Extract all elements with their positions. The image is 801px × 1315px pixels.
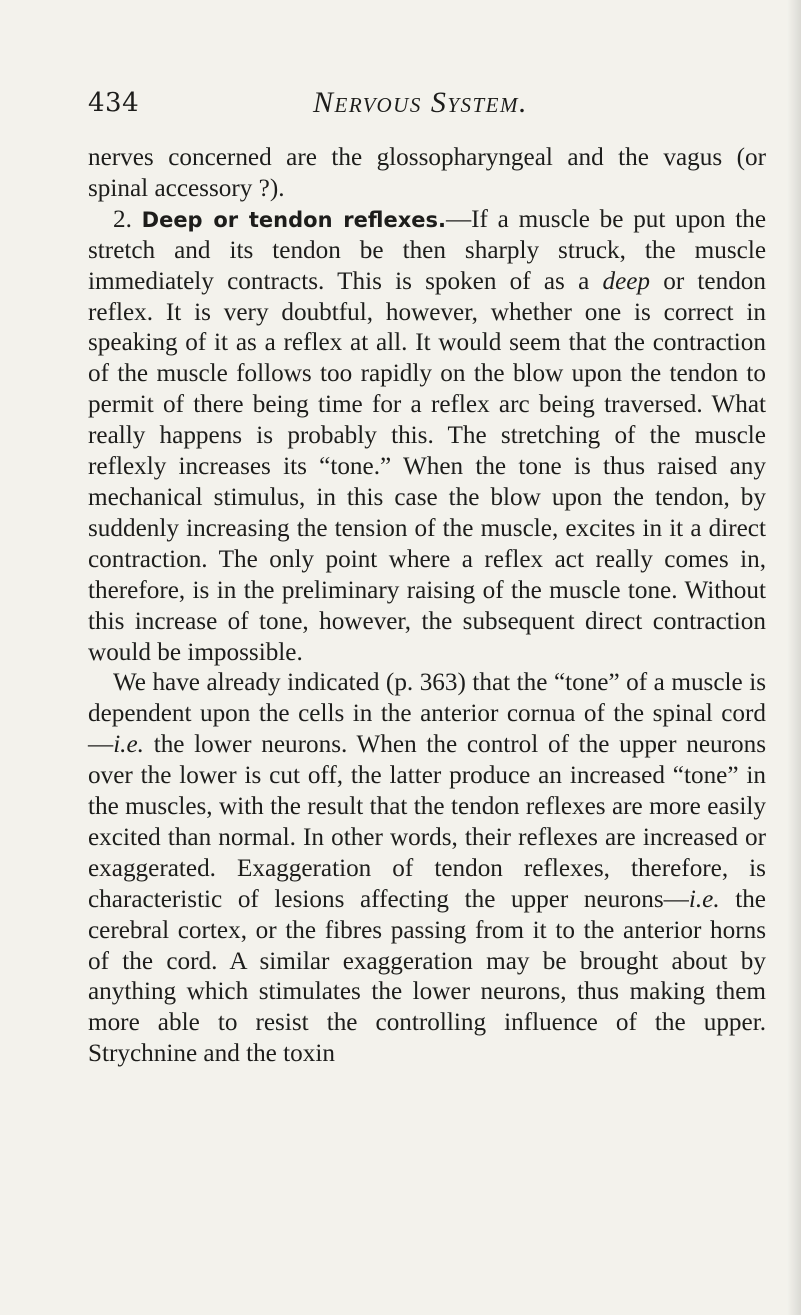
section-heading: Deep or tendon reflexes. — [141, 207, 446, 232]
emphasis-ie-1: i.e. — [113, 731, 144, 759]
page-number: 434 — [88, 88, 140, 118]
running-header — [88, 86, 778, 126]
paragraph-3-text-b: the lower neurons. When the control of the upper neurons over the lower is cut off, the latter produce an increased “tone” in the muscles, with the result that the tendon reflexes are more easily excited than normal. In other words, their reflexes are increased or exaggerated. Exaggeration of tendon reflexes, therefore, is characteristic of lesions affecting the upper neurons— — [88, 731, 766, 913]
emphasis-deep: deep — [602, 267, 651, 295]
paragraph-2-text-a: —If a muscle be put upon the stretch and its tendon be then sharply struck, the muscle immediately contracts. This is spoken of as a — [88, 205, 767, 295]
emphasis-ie-2: i.e. — [688, 885, 720, 913]
paragraph-3 — [88, 668, 766, 1070]
body-text — [88, 143, 766, 1070]
paragraph-2 — [88, 205, 766, 669]
paragraph-2-text-b: or tendon reflex. It is very doubtful, however, whether one is correct in speaking of it as a reflex at all. It would seem that the contraction of the muscle follows too rapidly on the blow upon the tendon to permit of there being time for a reflex arc being traversed. What really happens is probably this. The stretching of the muscle reflexly increases its “tone.” When the tone is thus raised any mechanical stimulus, in this case the blow upon the tendon, by suddenly increasing the tension of the muscle, excites in it a direct contraction. The only point where a reflex act really comes in, therefore, is in the preliminary raising of the muscle tone. Without this increase of tone, however, the subsequent direct contraction would be impossible. — [88, 267, 766, 666]
paragraph-1-text: nerves concerned are the glossopharyngeal and the vagus (or spinal accessory ?). — [88, 144, 766, 202]
section-number: 2. — [113, 205, 132, 233]
page-edge-shadow — [787, 0, 801, 1315]
paragraph-3-text-a: We have already indicated (p. 363) that the “tone” of a muscle is dependent upon the cells in the anterior cornua of the spinal cord— — [88, 669, 766, 759]
paragraph-3-text-c: the cerebral cortex, or the fibres passing from it to the anterior horns of the cord. A similar exaggeration may be brought about by anything which stimulates the lower neurons, thus making them more able to resist the controlling influence of the upper. Strychnine and the toxin — [88, 885, 766, 1068]
paragraph-1 — [88, 143, 766, 205]
chapter-title: Nervous System. — [313, 86, 528, 119]
